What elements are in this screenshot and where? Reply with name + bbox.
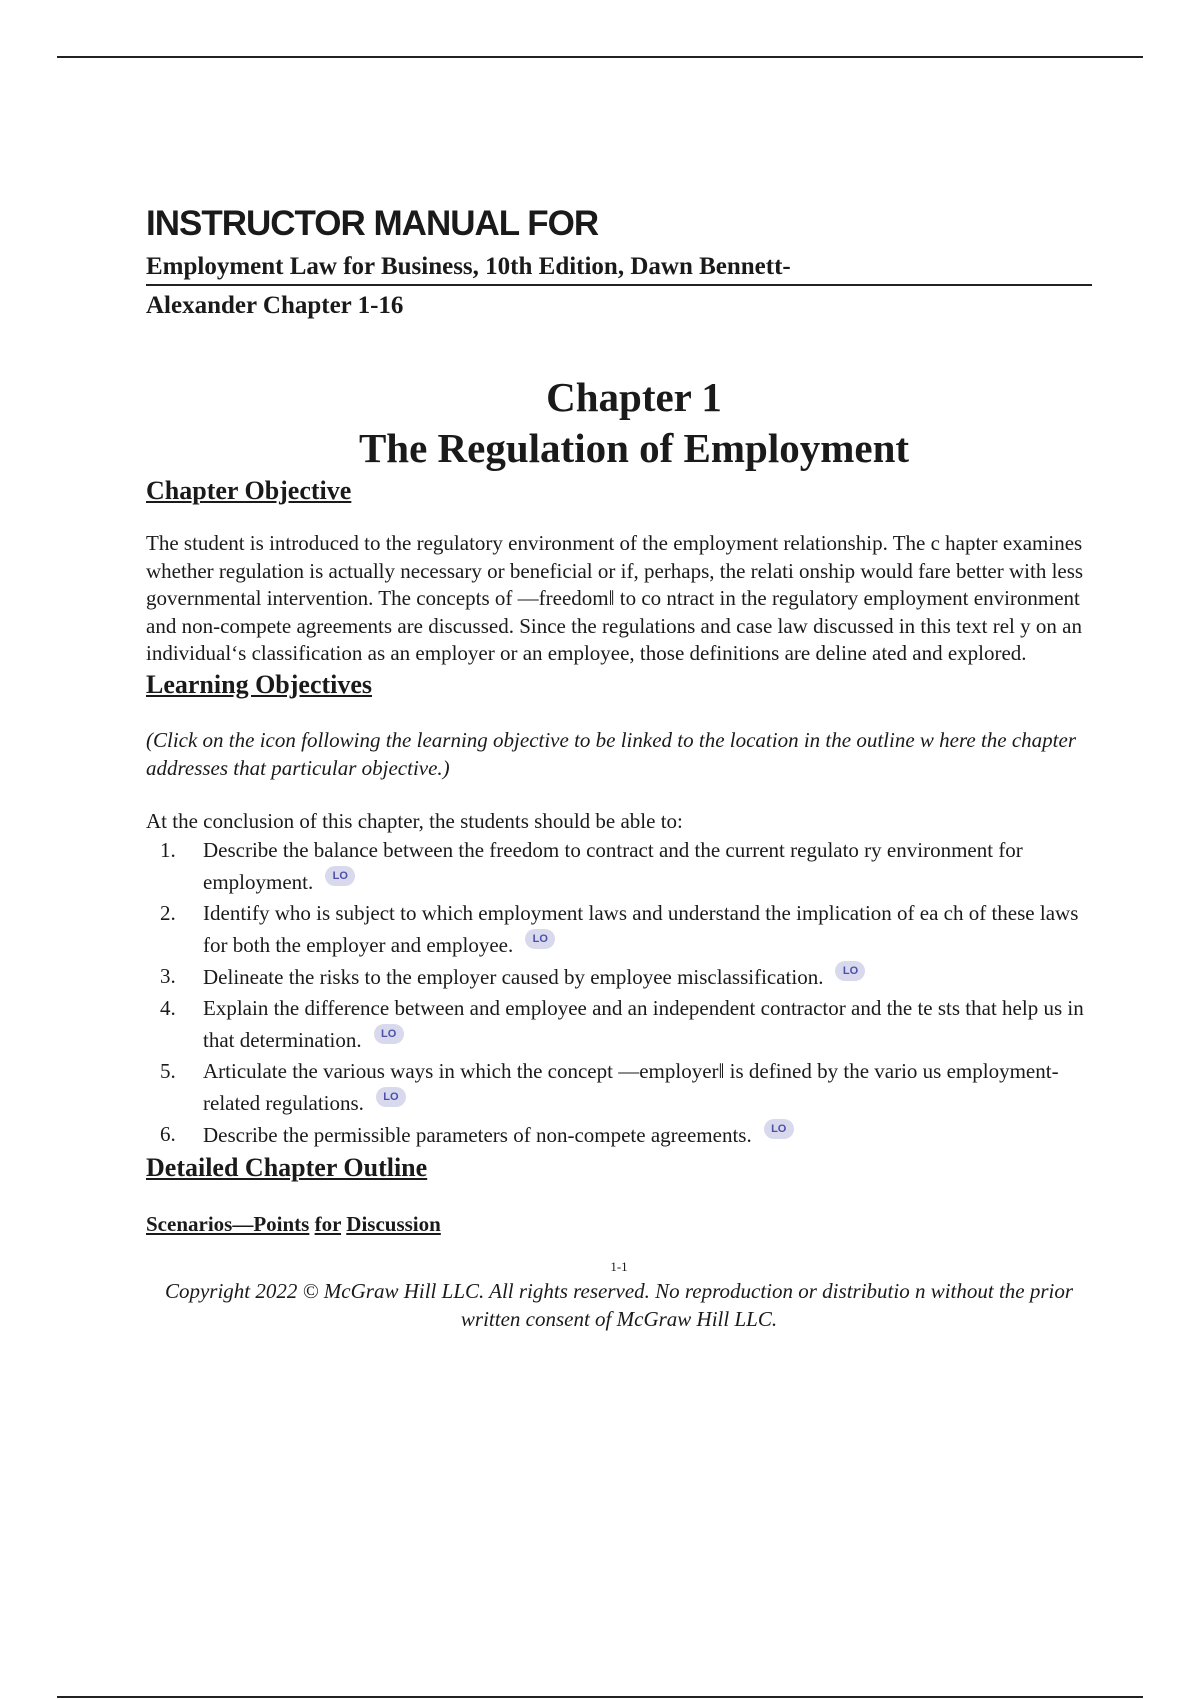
lo-link-icon[interactable]: LO	[374, 1024, 404, 1044]
lo-link-icon[interactable]: LO	[835, 961, 865, 981]
scenarios-part: Discussion	[346, 1211, 441, 1236]
chapter-objective-text: The student is introduced to the regulatory environment of the employment relationship. The c hapter examines whether regulation is actually necessary or beneficial or if, perhaps, the relati onship would fare better with less governmental intervention. The concepts of ―freedom‖ to co ntract in the regulatory employment environment and non-compete agreements are discussed. Since the regulations and case law discussed in this text rel y on an individual‘s classification as an employer or an employee, those definitions are deline ated and explored.	[146, 531, 1084, 665]
learning-objective-item	[146, 898, 1092, 961]
learning-objective-item	[146, 993, 1092, 1056]
objective-number: 2.	[160, 900, 176, 925]
detailed-outline-heading: Detailed Chapter Outline	[146, 1152, 428, 1182]
chapter-objective-heading: Chapter Objective	[146, 476, 352, 505]
objective-text: Articulate the various ways in which the concept ―employer‖ is defined by the vario us employment-related regulations.	[203, 1058, 1059, 1115]
scenarios-part: Scenarios—Points	[146, 1211, 310, 1236]
objective-text: Describe the permissible parameters of non-compete agreements.	[203, 1122, 752, 1147]
objective-number: 5.	[160, 1058, 176, 1083]
objective-number: 4.	[160, 995, 176, 1020]
lo-link-icon[interactable]: LO	[764, 1119, 794, 1139]
scenarios-part: for	[314, 1211, 342, 1236]
learning-objectives-intro: At the conclusion of this chapter, the students should be able to:	[146, 808, 683, 833]
lo-link-icon[interactable]: LO	[525, 929, 555, 949]
objective-text: Explain the difference between and employee and an independent contractor and the te sts that help us in that determination.	[203, 995, 1084, 1052]
objective-number: 3.	[160, 963, 176, 988]
learning-objectives-note: (Click on the icon following the learning objective to be linked to the location in the outline w here the chapter addresses that particular objective.)	[146, 727, 1077, 780]
scenarios-subheading	[146, 1209, 1092, 1239]
learning-objective-item	[146, 835, 1092, 898]
manual-title: INSTRUCTOR MANUAL FOR	[146, 204, 599, 243]
learning-objective-item	[146, 961, 1092, 993]
top-rule	[57, 56, 1143, 58]
objective-text: Identify who is subject to which employment laws and understand the implication of ea ch of these laws for both the employer and employee.	[203, 900, 1079, 957]
learning-objectives-list	[146, 835, 1092, 1151]
objective-text: Delineate the risks to the employer caused by employee misclassification.	[203, 964, 824, 989]
copyright-notice: Copyright 2022 © McGraw Hill LLC. All rights reserved. No reproduction or distributio n without the prior written consent of McGraw Hill LLC.	[164, 1278, 1074, 1331]
page-number: 1-1	[610, 1258, 628, 1274]
book-title-line1: Employment Law for Business, 10th Edition, Dawn Bennett-	[146, 250, 1092, 286]
learning-objective-item	[146, 1056, 1092, 1119]
bottom-rule	[57, 1696, 1143, 1698]
lo-link-icon[interactable]: LO	[325, 866, 355, 886]
document-page	[146, 200, 1092, 1333]
objective-text: Describe the balance between the freedom to contract and the current regulato ry environment for employment.	[203, 837, 1023, 894]
objective-number: 1.	[160, 837, 176, 862]
chapter-number: Chapter 1	[546, 374, 722, 420]
lo-link-icon[interactable]: LO	[376, 1087, 406, 1107]
learning-objective-item	[146, 1119, 1092, 1151]
chapter-title: The Regulation of Employment	[358, 425, 910, 471]
objective-number: 6.	[160, 1121, 176, 1146]
book-title-line2: Alexander Chapter 1-16	[146, 292, 404, 319]
learning-objectives-heading: Learning Objectives	[146, 669, 373, 699]
chapter-heading	[176, 372, 1092, 474]
